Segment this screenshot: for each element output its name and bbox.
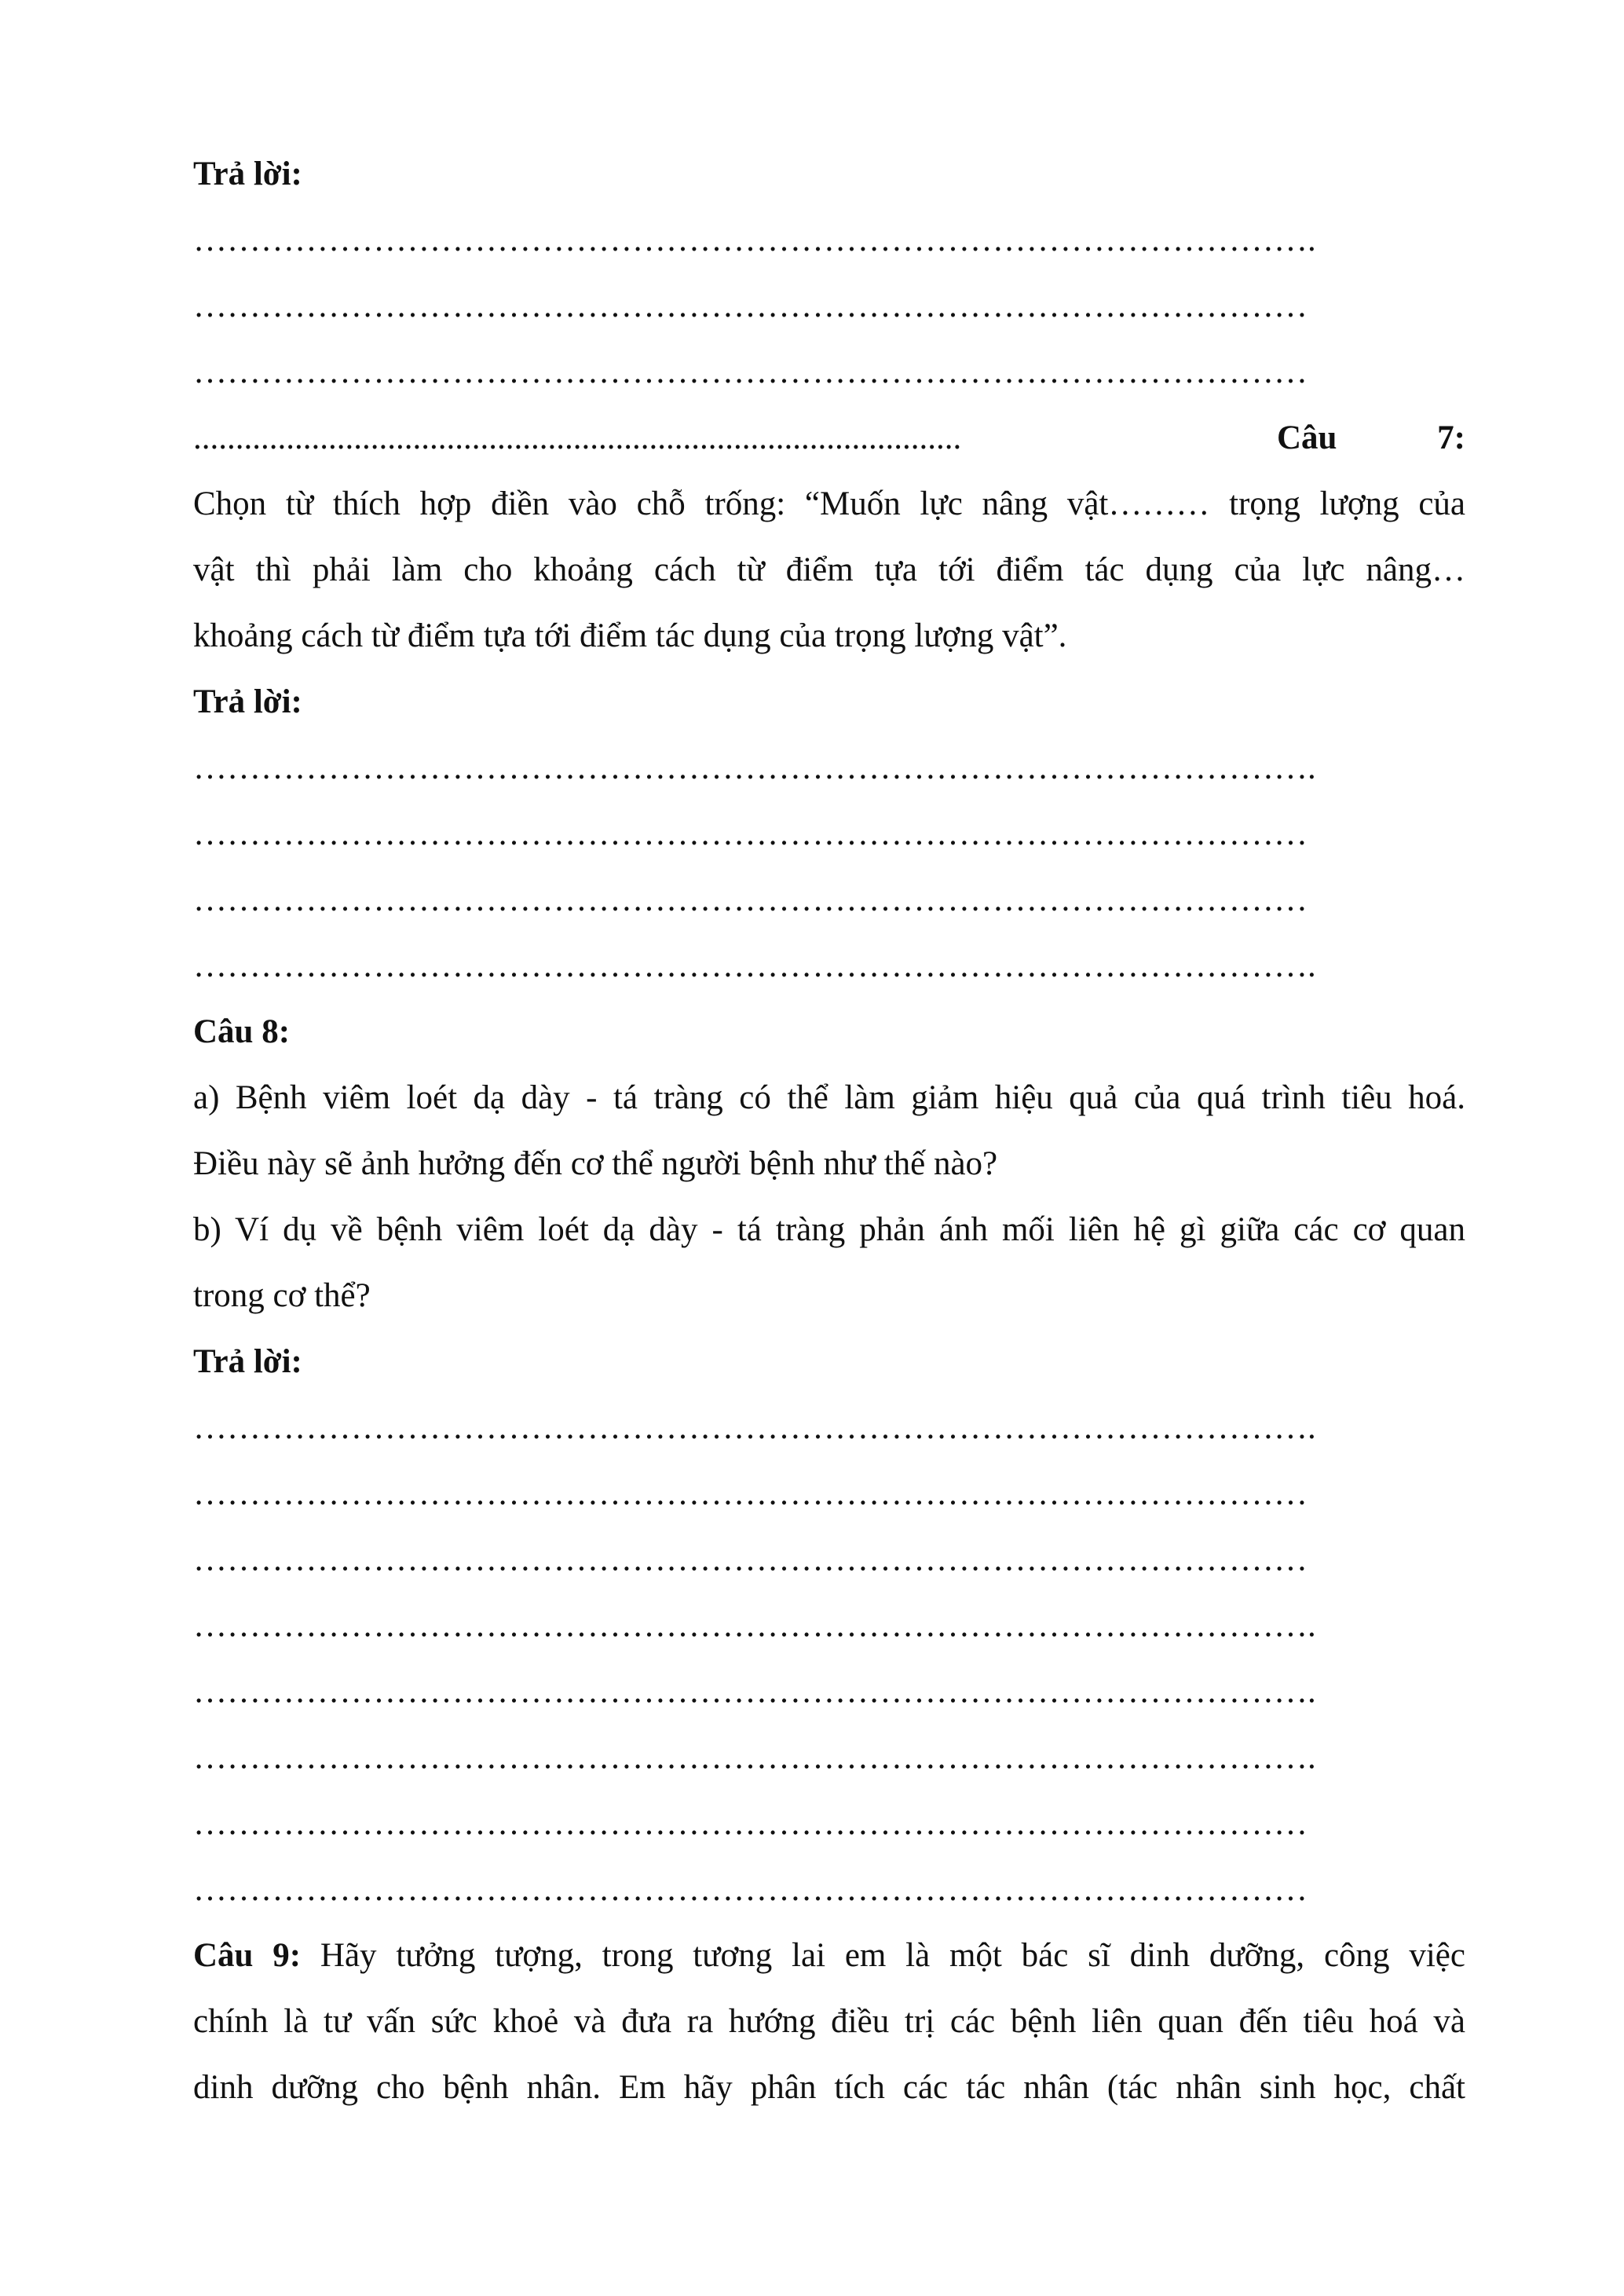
q7-text-line: Chọn từ thích hợp điền vào chỗ trống: “Muốn lực nâng vật……… trọng lượng của (193, 485, 1465, 522)
q7-answer-line[interactable]: ………………………………………………………………………………………. (193, 749, 1316, 786)
q9-first-line (193, 1923, 1465, 1989)
q7-answer-line[interactable]: ……………………………………………………………………………………… (193, 881, 1308, 918)
q7-answer-line[interactable]: ………………………………………………………………………………………. (193, 947, 1316, 984)
q6-answer-line-trailing[interactable]: ........................................................................................... (193, 419, 962, 456)
q8-answer-label: Trả lời: (193, 1343, 302, 1380)
q8-answer-line[interactable]: ………………………………………………………………………………………. (193, 1739, 1316, 1776)
q8-text-line: Điều này sẽ ảnh hưởng đến cơ thể người bệnh như thế nào? (193, 1145, 998, 1182)
worksheet-page (193, 141, 1465, 2121)
q8-answer-line[interactable]: ………………………………………………………………………………………. (193, 1607, 1316, 1644)
q7-label-word: Câu (1277, 419, 1337, 456)
q9-text-line: dinh dưỡng cho bệnh nhân. Em hãy phân tích các tác nhân (tác nhân sinh học, chất (193, 2069, 1465, 2106)
q6-answer-line[interactable]: ………………………………………………………………………………………. (193, 222, 1316, 258)
q8-answer-line[interactable]: ………………………………………………………………………………………. (193, 1673, 1316, 1710)
q9-label: Câu 9: (193, 1937, 302, 1974)
q7-header (193, 405, 1465, 471)
q7-answer-line[interactable]: ……………………………………………………………………………………… (193, 815, 1308, 852)
q9-text-line: chính là tư vấn sức khoẻ và đưa ra hướng điều trị các bệnh liên quan đến tiêu hoá và (193, 2003, 1465, 2040)
q8-answer-line[interactable]: ……………………………………………………………………………………… (193, 1871, 1308, 1908)
q8-answer-line[interactable]: ……………………………………………………………………………………… (193, 1805, 1308, 1842)
q6-answer-label: Trả lời: (193, 156, 302, 192)
q8-answer-line[interactable]: ………………………………………………………………………………………. (193, 1409, 1316, 1446)
q8-label: Câu 8: (193, 1013, 291, 1050)
q8-text-line: a) Bệnh viêm loét dạ dày - tá tràng có thể làm giảm hiệu quả của quá trình tiêu hoá. (193, 1079, 1465, 1116)
q8-answer-line[interactable]: ……………………………………………………………………………………… (193, 1541, 1308, 1578)
q7-text-line: vật thì phải làm cho khoảng cách từ điểm tựa tới điểm tác dụng của lực nâng… (193, 551, 1465, 588)
q7-answer-label: Trả lời: (193, 683, 302, 720)
q8-text-line: trong cơ thể? (193, 1277, 371, 1314)
q6-answer-line[interactable]: ……………………………………………………………………………………… (193, 353, 1308, 390)
q8-text-line: b) Ví dụ về bệnh viêm loét dạ dày - tá tràng phản ánh mối liên hệ gì giữa các cơ quan (193, 1211, 1465, 1248)
q9-first-line-text: Hãy tưởng tượng, trong tương lai em là một bác sĩ dinh dưỡng, công việc (301, 1937, 1465, 1974)
q7-label-number: 7: (1437, 419, 1465, 456)
q7-text-line: khoảng cách từ điểm tựa tới điểm tác dụng của trọng lượng vật”. (193, 617, 1067, 654)
q7-label (1277, 405, 1465, 471)
q8-answer-line[interactable]: ……………………………………………………………………………………… (193, 1475, 1308, 1512)
q6-answer-line[interactable]: ……………………………………………………………………………………… (193, 287, 1308, 324)
